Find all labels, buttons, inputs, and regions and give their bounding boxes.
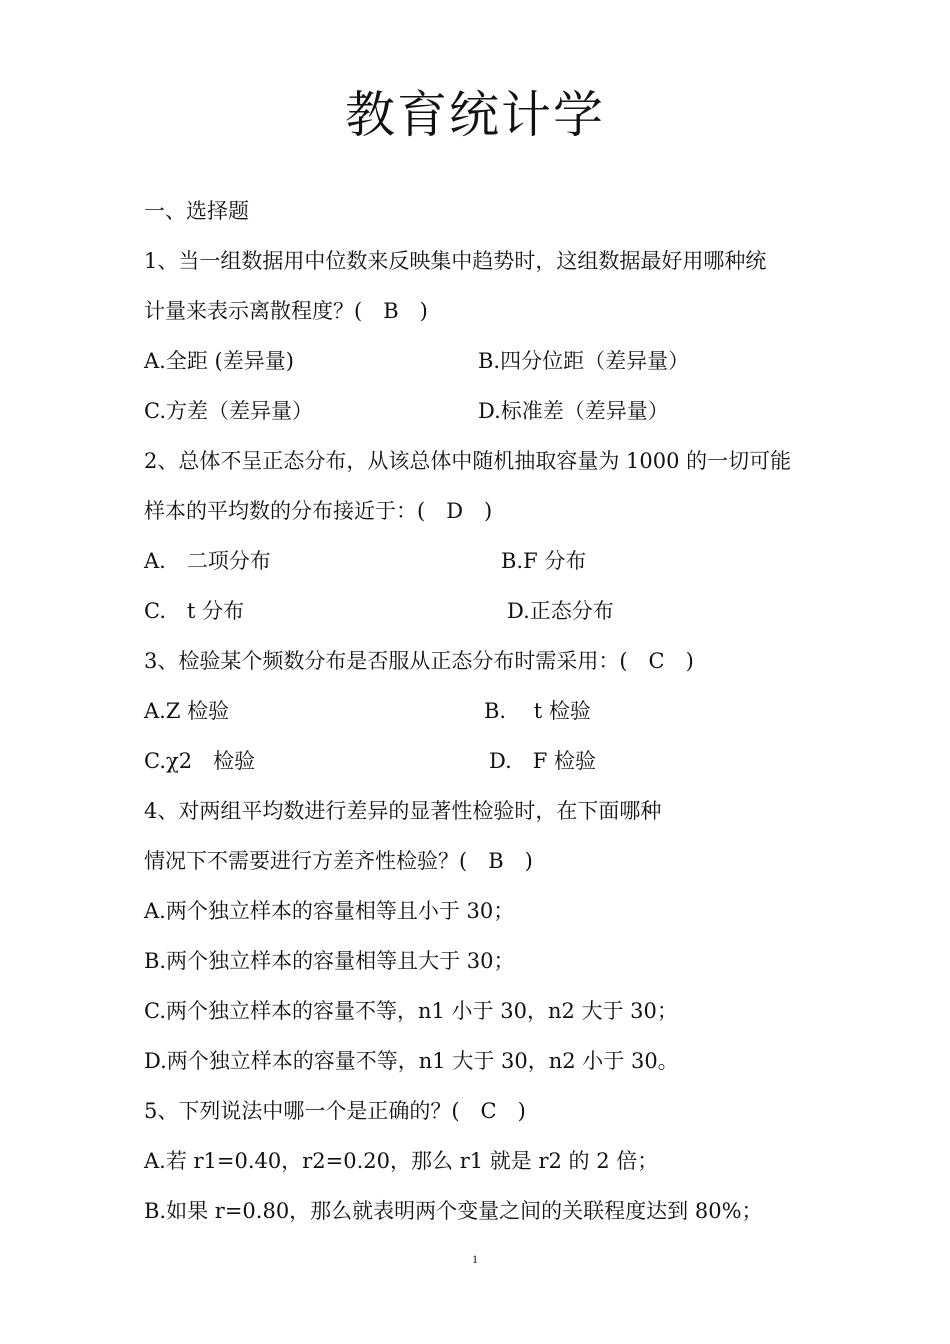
question-4-option-c: C.两个独立样本的容量不等，n1 小于 30，n2 大于 30； (144, 999, 678, 1023)
question-3-option-a: A.Z 检验 (144, 699, 230, 723)
question-1-line-1: 1、当一组数据用中位数来反映集中趋势时，这组数据最好用哪种统 (144, 249, 767, 273)
question-1-option-b: B.四分位距（差异量） (478, 349, 690, 373)
question-3-options-row-2 (144, 744, 824, 794)
document-body (144, 194, 824, 1244)
question-1-option-d: D.标准差（差异量） (478, 399, 669, 423)
question-1-line-2: 计量来表示离散程度？( B ) (144, 299, 428, 323)
question-3-option-d: D. F 检验 (489, 749, 597, 773)
question-2-option-b: B.F 分布 (501, 549, 587, 573)
question-3-line-1: 3、检验某个频数分布是否服从正态分布时需采用：( C ) (144, 649, 694, 673)
question-1-option-c: C.方差（差异量） (144, 399, 313, 423)
section-heading: 一、选择题 (144, 199, 249, 223)
question-2-option-c: C. t 分布 (144, 599, 245, 623)
question-4-option-d: D.两个独立样本的容量不等，n1 大于 30，n2 小于 30。 (144, 1049, 679, 1073)
question-4-option-b: B.两个独立样本的容量相等且大于 30； (144, 949, 515, 973)
document-title: 教育统计学 (345, 86, 605, 144)
question-5-line-1: 5、下列说法中哪一个是正确的？( C ) (144, 1099, 526, 1123)
question-4-line-2: 情况下不需要进行方差齐性检验？( B ) (144, 849, 533, 873)
question-2-line-1: 2、总体不呈正态分布，从该总体中随机抽取容量为 1000 的一切可能 (144, 449, 792, 473)
question-4-option-a: A.两个独立样本的容量相等且小于 30； (144, 899, 515, 923)
question-1-option-a: A.全距 (差异量) (144, 349, 294, 373)
question-3-option-c: C.χ2 检验 (144, 749, 256, 773)
question-5-option-a: A.若 r1=0.40，r2=0.20，那么 r1 就是 r2 的 2 倍； (144, 1149, 659, 1173)
question-1-options-row-2 (144, 394, 824, 444)
question-2-option-a: A. 二项分布 (144, 549, 271, 573)
question-2-line-2: 样本的平均数的分布接近于：( D ) (144, 499, 493, 523)
question-2-options-row-2 (144, 594, 824, 644)
question-3-options-row-1 (144, 694, 824, 744)
page-number: 1 (472, 1252, 478, 1266)
question-3-option-b: B. t 检验 (484, 699, 591, 723)
question-5-option-b: B.如果 r=0.80，那么就表明两个变量之间的关联程度达到 80%； (144, 1199, 763, 1223)
question-2-option-d: D.正态分布 (507, 599, 614, 623)
question-2-options-row-1 (144, 544, 824, 594)
question-1-options-row-1 (144, 344, 824, 394)
question-4-line-1: 4、对两组平均数进行差异的显著性检验时，在下面哪种 (144, 799, 662, 823)
